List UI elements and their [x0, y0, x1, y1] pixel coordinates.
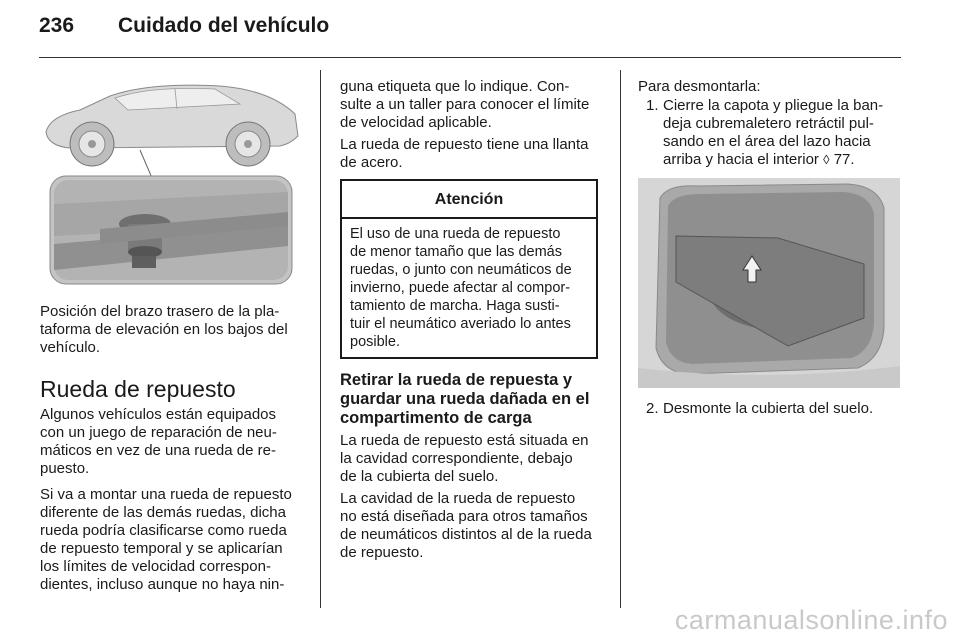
paragraph [340, 136, 589, 172]
car-lift-illustration [40, 74, 302, 288]
steps-intro [638, 78, 761, 96]
text-line: con un juego de reparación de neu- [40, 424, 277, 441]
text-line: sulte a un taller para conocer el límite [340, 96, 590, 113]
text-line: los límites de velocidad correspon- [40, 558, 271, 575]
text-line: rueda podría clasificarse como rueda [40, 522, 287, 539]
section-heading: Rueda de repuesto [40, 376, 236, 402]
warning-line: tuir el neumático averiado lo antes [350, 316, 571, 332]
text-line: La rueda de repuesto tiene una llanta [340, 136, 589, 153]
watermark: carmanualsonline.info [674, 605, 948, 635]
heading-line: compartimento de carga [340, 409, 532, 427]
text-line: Para desmontarla: [638, 78, 761, 95]
caption-line: vehículo. [40, 339, 101, 356]
warning-box [340, 179, 598, 359]
warning-line: de menor tamaño que las demás [350, 244, 562, 260]
heading-line: Retirar la rueda de repuesta y [340, 371, 573, 389]
text-line: diferente de las demás ruedas, dicha [40, 504, 286, 521]
trunk-floor-illustration [638, 178, 900, 388]
column-divider-left [320, 70, 321, 608]
text-line: de acero. [340, 154, 403, 171]
text-line: sando en el área del lazo hacia [663, 133, 871, 150]
paragraph [40, 486, 292, 594]
subsection-heading [340, 371, 589, 428]
step-1-number: 1. [646, 97, 659, 114]
warning-line: tamiento de marcha. Haga susti- [350, 298, 560, 314]
caption-line: Posición del brazo trasero de la pla- [40, 303, 280, 320]
warning-text [350, 225, 572, 351]
text-line: Algunos vehículos están equipados [40, 406, 277, 423]
paragraph [340, 490, 592, 562]
paragraph [40, 406, 277, 478]
text-line: de repuesto. [340, 544, 424, 561]
warning-line: El uso de una rueda de repuesto [350, 226, 561, 242]
warning-line: ruedas, o junto con neumáticos de [350, 262, 572, 278]
step-2-number: 2. [646, 400, 659, 417]
text-line [663, 151, 883, 169]
step-2-text: Desmonte la cubierta del suelo. [663, 400, 874, 417]
heading-line: guardar una rueda dañada en el [340, 390, 590, 408]
text-line: Cierre la capota y pliegue la ban- [663, 97, 884, 114]
text-line: de repuesto temporal y se aplicarían [40, 540, 283, 557]
paragraph [340, 78, 589, 132]
text-line: deja cubremaletero retráctil pul- [663, 115, 874, 132]
page-reference-number[interactable]: 77. [833, 151, 855, 168]
step-1-last-line: arriba y hacia el interior [663, 151, 819, 168]
text-line: de neumáticos distintos al de la rueda [340, 526, 592, 543]
page-number: 236 [39, 14, 75, 37]
text-line: de velocidad aplicable. [340, 114, 492, 131]
page-title: Cuidado del vehículo [118, 14, 330, 37]
paragraph [340, 432, 589, 486]
step-1-text [663, 97, 883, 169]
caption-line: taforma de elevación en los bajos del [40, 321, 288, 338]
header-rule [39, 57, 901, 58]
column-divider-right [620, 70, 621, 608]
warning-title: Atención [342, 181, 596, 219]
warning-line: posible. [350, 334, 400, 350]
text-line: guna etiqueta que lo indique. Con- [340, 78, 570, 95]
text-line: La rueda de repuesto está situada en [340, 432, 589, 449]
text-line: máticos en vez de una rueda de re- [40, 442, 276, 459]
text-line: Si va a montar una rueda de repuesto [40, 486, 292, 503]
warning-line: invierno, puede afectar al compor- [350, 280, 571, 296]
page-reference-arrow-icon[interactable]: ◊ [823, 152, 830, 167]
text-line: La cavidad de la rueda de repuesto [340, 490, 576, 507]
text-line: de la cubierta del suelo. [340, 468, 499, 485]
text-line: la cavidad correspondiente, debajo [340, 450, 573, 467]
figure-caption [40, 303, 288, 357]
text-line: no está diseñada para otros tamaños [340, 508, 588, 525]
text-line: puesto. [40, 460, 90, 477]
text-line: dientes, incluso aunque no haya nin- [40, 576, 285, 593]
